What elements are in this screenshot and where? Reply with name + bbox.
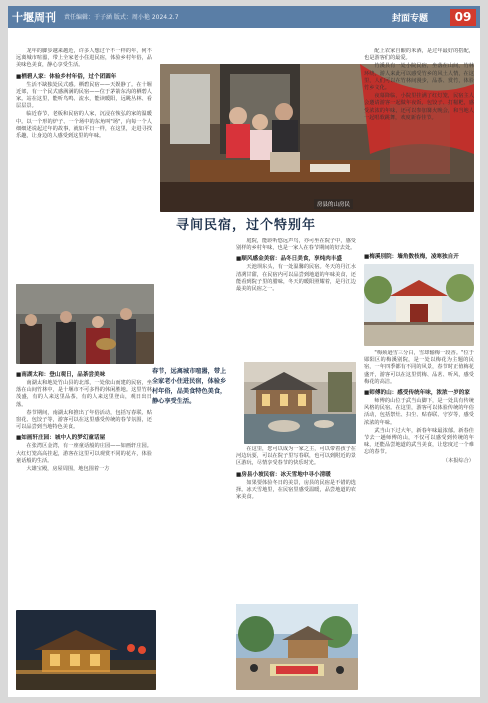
column-1-top [16,48,152,278]
subheading-shunfeng: ■顺风感金美宿：品冬日美食，享炖肉丰盛 [236,256,342,263]
section-label: 封面专题 [392,14,429,24]
column-2-bottom [236,446,356,594]
column-3-sub1 [364,250,474,262]
paragraph: 春节期间，南湖太和推出了年俗活动，包括写春联、贴窗花、包饺子等，游客可以在这里感受传统的春节氛围，还可以品尝到当地特色美食。 [16,409,152,431]
plum-courtyard-photo [364,264,474,346]
paragraph: 南湖太和地处竹山县的北部，一处依山而建的民宿，坐落在山间竹林中，是十堰市不可多得的休闲胜地。这里竹林茂盛，有的人来这里品茶，有的人来这里登山，观日出日落。 [16,380,152,408]
paragraph: 如果要体验冬日的美景，房县的民宿是不错的选择。冰天雪地里，在民宿里感受温暖，品尝地道的农家美食。 [236,479,356,501]
editor-credits: 责任编辑：于子涵 版式：周小艳 2024.2.7 [64,14,179,21]
column-3-bottom [364,350,474,678]
garden-pavilion-photo [244,362,356,444]
paragraph: 夜幕降临，小院里挂满了红灯笼，民宿主人会邀请游客一起做年夜饭，包饺子、打糍粑，感受浓浓的年味，还可以参加篝火晚会，和当地人一起唱歌跳舞，欢度新春佳节。 [364,93,474,121]
headline: 寻间民宿，过个特别年 [176,218,317,233]
snowy-homestay-photo [236,604,358,690]
paragraph: 庭院，能聆听悠远声鸟，亦可坐在院子中，感受别样的乡村年味，也是一家人在春节期间的好去处。 [236,238,356,252]
paragraph: 师傅的山位于武当山脚下，是一处具有传统风格的民宿。在这里，游客可以体验传统的年俗活动，包括祭灶、扫尘、贴春联、守岁等，感受浓浓的年味。 [364,398,474,426]
subheading-nanhu: ■南湖太和：登山观日，品茶尝美味 [16,372,106,378]
paragraph: 生活不缺独处民式感。栖碧民宿——天娱静了。在十堰近郊，有一个民式感满满的民宿——位于茅箭东沟的栖碧人家。站在这里，能听鸟鸣、流水，能读暖阳，远眺丛林、看层层景。 [16,81,152,110]
courtyard-night-photo [16,610,156,690]
paragraph: 临近春节，老板和民宿的人家，沉浸在恢弘的家的温暖中。以一个形的炉子、一个场中的东角叫"场"，向每一个人细细述说起过年的故事，就如平日一样，在这里，走进寻找乐趣，让身边的人感受到这里的年味。 [16,111,152,140]
photo-caption: 房县的山房民 [314,199,353,209]
subheading-ruhua: ■如画轩庄园：城中人的梦幻童话屋 [16,435,106,442]
page-header [8,6,480,28]
paragraph: 在这里，您可以成为一家之主，可以带着孩子在河边玩耍，可以在院子里写春联，也可以到附近的景区游玩，尽情享受春节的快乐时光。 [236,446,356,467]
column-3-top [364,48,474,196]
subheading-qibi: ■栖碧人家：体验乡村年俗，过个团圆年 [16,73,117,80]
music-performance-photo [16,284,154,364]
paragraph: 大雄宝殿，房屋周围，地包围着一方 [26,466,110,473]
column-2-top [236,238,356,360]
intro-blurb: 春节，远离城市喧嚣，带上全家老小住进民宿，体验乡村年俗，品美食特色美食，静心享受生活。 [152,368,227,405]
paragraph: "梅须逊雪三分白，雪却输梅一段香。"位于郧阳区的梅溪别院，是一处以梅花为主题的民宿，一年四季都有不同的风景，春节时正值梅花盛开，游客可以在这里赏梅、品茗、听风，感受梅花的高洁。 [364,350,474,385]
paragraph: 配上农家自酿的米酒，是过年最好的搭配，也是游客们的最爱。 [364,48,474,62]
paragraph: 天池坝东头，有一处温馨的民宿。冬天的丹江水清冽甘甜，在民宿内可以品尝到地道的年味美食，还能看到院子里的腊味，冬天的暖阳照耀着，是丹江边最美的民宿之一。 [236,264,356,293]
source-credit: （本报综合） [442,457,474,464]
subheading-shifu: ■师傅的山：感受传统年味，浓浓一岁的家 [364,390,470,397]
paragraph: 竹溪县有一处小院民宿，坐落在山间，竹林环绕，游人来此可以感受竹乡的风土人情，在这里，人们可以在竹林间漫步，品茶、赏竹，体验竹乡文化。 [364,63,474,92]
paragraph: 武当山下过大年，新春年味最浓郁。新春佳节去一趟师傅的山，不仅可以感受到传统的年味，还能品尝地道的武当美食，让您度过一个难忘的春节。 [364,427,474,456]
lead-paragraph: 龙年的脚步越来越近，许多人想过个不一样的年，何不远离城市喧嚣，带上全家老小住进民宿，体验乡村年俗，品美味色美食，静心享受生活。 [16,48,152,69]
newspaper-page [8,6,480,697]
subheading-fangxian: ■房县小坡民宿：冰天雪地中寻小清暖 [236,471,331,478]
column-1-mid [16,368,152,600]
masthead: 十堰周刊 [12,11,56,24]
paragraph: 在张湾区金湾，有一座童话般的庄园——如画轩庄园。大红灯笼高高挂起，游客在这里可以观赏不同的花卉，体验童话般的生活。 [16,443,152,464]
page-number: 09 [450,9,476,26]
subheading-meixi: ■梅溪别院：墙角数枝梅，凌寒独自开 [364,254,459,260]
